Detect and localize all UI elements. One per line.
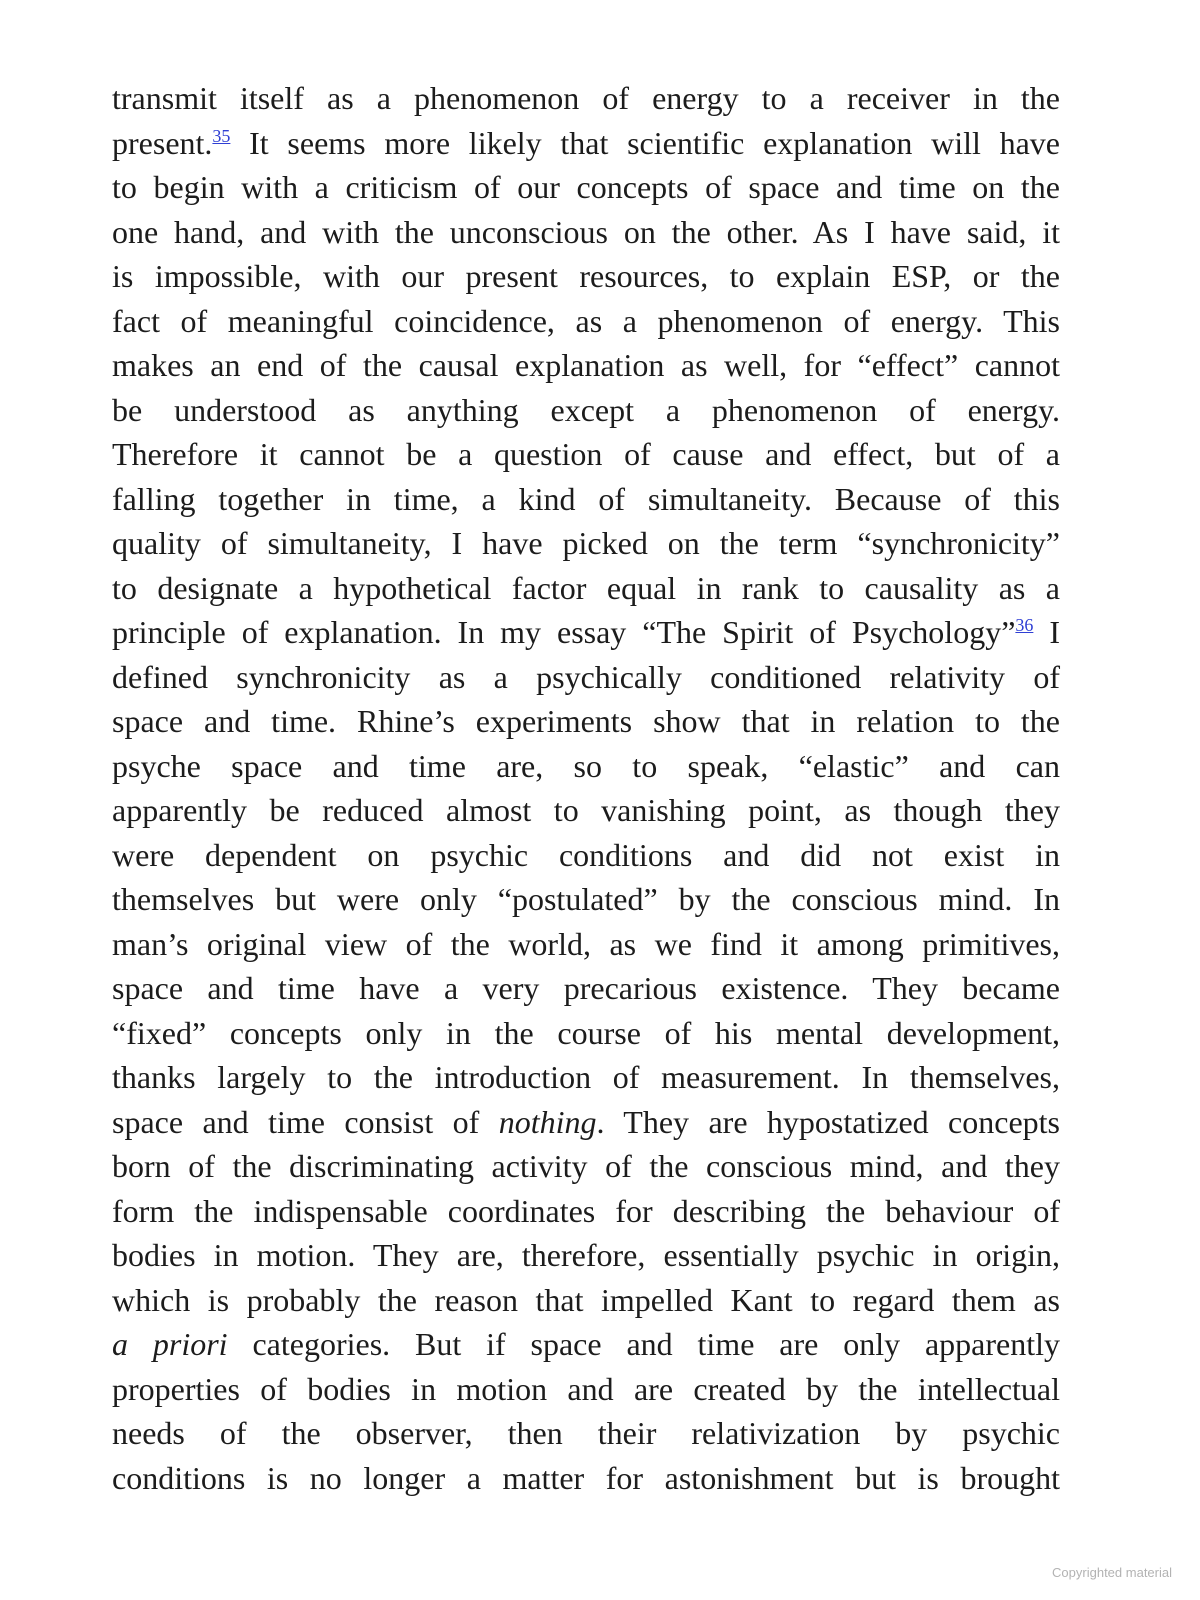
text-line-15: space and time. Rhine’s experiments show that in relation to the (112, 703, 1060, 739)
text-line-27: bodies in motion. They are, therefore, essentially psychic in origin, (112, 1237, 1060, 1273)
italic-text: a priori (112, 1326, 228, 1362)
text-fragment: space and time consist of (112, 1103, 480, 1140)
page-body-text (112, 76, 1060, 1500)
text-line-6: fact of meaningful coincidence, as a phenomenon of energy. This (112, 302, 1060, 339)
footnote-link-36[interactable]: 36 (1015, 615, 1034, 635)
text-line-26: form the indispensable coordinates for describing the behaviour of (112, 1192, 1060, 1229)
text-line-5: is impossible, with our present resources, to explain ESP, or the (112, 258, 1060, 294)
text-line-31: needs of the observer, then their relativization by psychic (112, 1415, 1060, 1451)
text-line-16: psyche space and time are, so to speak, “elastic” and can (112, 747, 1060, 784)
text-line-14: defined synchronicity as a psychically conditioned relativity of (112, 658, 1060, 695)
text-fragment: I (1049, 614, 1060, 650)
text-line-12: to designate a hypothetical factor equal in rank to causality as a (112, 569, 1060, 606)
text-fragment: present. (112, 124, 213, 161)
copyright-watermark: Copyrighted material (1052, 1565, 1172, 1580)
text-line-13 (112, 610, 1060, 655)
text-line-22: “fixed” concepts only in the course of his mental development, (112, 1014, 1060, 1051)
text-line-28: which is probably the reason that impelled Kant to regard them as (112, 1281, 1060, 1318)
italic-text: nothing (498, 1103, 597, 1140)
text-line-3: to begin with a criticism of our concepts of space and time on the (112, 169, 1060, 205)
text-line-17: apparently be reduced almost to vanishing point, as though they (112, 792, 1060, 828)
text-line-2 (112, 121, 1060, 166)
text-line-9: Therefore it cannot be a question of cause and effect, but of a (112, 436, 1060, 472)
text-line-18: were dependent on psychic conditions and did not exist in (112, 836, 1060, 873)
text-line-23: thanks largely to the introduction of measurement. In themselves, (112, 1059, 1060, 1095)
text-fragment: . They are hypostatized concepts (596, 1103, 1061, 1140)
text-line-4: one hand, and with the unconscious on the other. As I have said, it (112, 213, 1060, 250)
text-line-19: themselves but were only “postulated” by the conscious mind. In (112, 881, 1060, 917)
text-line-32: conditions is no longer a matter for astonishment but is brought (112, 1459, 1060, 1496)
text-line-1: transmit itself as a phenomenon of energy to a receiver in the (112, 80, 1060, 116)
text-fragment: It seems more likely that scientific explanation will have (249, 124, 1061, 161)
text-line-8: be understood as anything except a phenomenon of energy. (112, 391, 1060, 428)
footnote-link-35[interactable]: 35 (212, 125, 231, 146)
text-line-24 (112, 1100, 1060, 1145)
text-line-29 (112, 1322, 1060, 1367)
text-line-20: man’s original view of the world, as we find it among primitives, (112, 925, 1060, 962)
text-fragment: categories. But if space and time are only apparently (252, 1326, 1061, 1362)
text-line-21: space and time have a very precarious existence. They became (112, 970, 1060, 1006)
text-line-30: properties of bodies in motion and are created by the intellectual (112, 1370, 1060, 1407)
text-line-25: born of the discriminating activity of the conscious mind, and they (112, 1148, 1060, 1184)
text-fragment: principle of explanation. In my essay “The Spirit of Psychology” (112, 614, 1016, 650)
text-line-7: makes an end of the causal explanation as well, for “effect” cannot (112, 347, 1060, 383)
text-line-10: falling together in time, a kind of simultaneity. Because of this (112, 480, 1060, 517)
text-line-11: quality of simultaneity, I have picked on the term “synchronicity” (112, 525, 1060, 561)
